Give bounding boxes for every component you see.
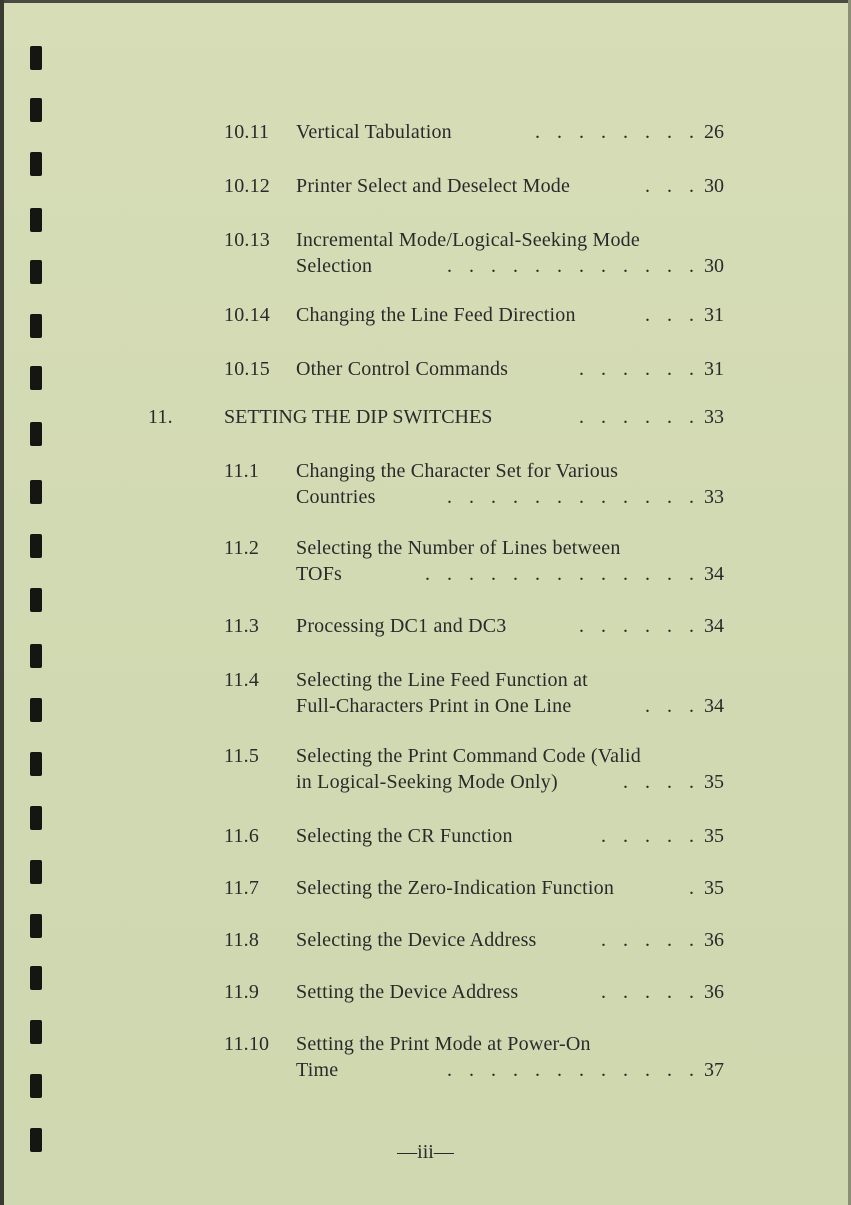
- toc-entry-title: SETTING THE DIP SWITCHES: [224, 406, 493, 428]
- toc-page-number: 37: [704, 1059, 724, 1081]
- toc-leader-dots: . . .: [645, 304, 700, 326]
- toc-section-number: 11.7: [224, 877, 260, 899]
- toc-entry-title: Processing DC1 and DC3: [296, 615, 507, 637]
- toc-entry-title: Selecting the Device Address: [296, 929, 537, 951]
- toc-entry-title: Selection: [296, 255, 373, 277]
- toc-leader-dots: .: [689, 877, 700, 899]
- toc-section-number: 10.13: [224, 229, 270, 251]
- toc-page-number: 31: [704, 304, 724, 326]
- binding-hole: [30, 152, 42, 176]
- toc-entry-title: Printer Select and Deselect Mode: [296, 175, 571, 197]
- binding-hole: [30, 422, 42, 446]
- toc-section-number: 11.6: [224, 825, 260, 847]
- toc-leader-dots: . . . . . . . . . . . .: [447, 1059, 700, 1081]
- toc-leader-dots: . . . . . . . . . . . .: [447, 255, 700, 277]
- toc-section-number: 11.9: [224, 981, 260, 1003]
- toc-leader-dots: . . . . . . . .: [535, 121, 700, 143]
- toc-entry-title: Full-Characters Print in One Line: [296, 695, 572, 717]
- binding-hole: [30, 480, 42, 504]
- toc-leader-dots: . . .: [645, 695, 700, 717]
- toc-leader-dots: . . . . . .: [579, 406, 700, 428]
- toc-leader-dots: . . . . .: [601, 929, 700, 951]
- binding-hole: [30, 98, 42, 122]
- toc-leader-dots: . . . .: [623, 771, 700, 793]
- toc-section-number: 11.4: [224, 669, 260, 691]
- toc-page-number: 30: [704, 255, 724, 277]
- toc-section-number: 11.2: [224, 537, 260, 559]
- toc-entry-title: Selecting the Line Feed Function at: [296, 669, 588, 691]
- toc-leader-dots: . . . . . . . . . . . .: [447, 486, 700, 508]
- toc-entry-title: Setting the Device Address: [296, 981, 519, 1003]
- binding-hole: [30, 366, 42, 390]
- toc-page-number: 33: [704, 486, 724, 508]
- toc-entry-title: Selecting the Number of Lines between: [296, 537, 621, 559]
- toc-leader-dots: . . . . .: [601, 981, 700, 1003]
- toc-entry-title: Setting the Print Mode at Power-On: [296, 1033, 591, 1055]
- toc-page-number: 36: [704, 929, 724, 951]
- toc-entry-title: Changing the Line Feed Direction: [296, 304, 576, 326]
- toc-page-number: 30: [704, 175, 724, 197]
- binding-hole: [30, 644, 42, 668]
- page-edge-left: [0, 0, 4, 1205]
- binding-hole: [30, 1074, 42, 1098]
- toc-page-number: 34: [704, 615, 724, 637]
- toc-page-number: 35: [704, 825, 724, 847]
- binding-hole: [30, 860, 42, 884]
- binding-hole: [30, 46, 42, 70]
- toc-leader-dots: . . . . . .: [579, 615, 700, 637]
- toc-page-number: 33: [704, 406, 724, 428]
- binding-hole: [30, 260, 42, 284]
- toc-entry-title: in Logical-Seeking Mode Only): [296, 771, 558, 793]
- toc-section-number: 10.14: [224, 304, 270, 326]
- toc-entry-title: Vertical Tabulation: [296, 121, 452, 143]
- toc-page-number: 34: [704, 563, 724, 585]
- toc-entry-title: Incremental Mode/Logical-Seeking Mode: [296, 229, 640, 251]
- toc-entry-title: Changing the Character Set for Various: [296, 460, 619, 482]
- toc-leader-dots: . . .: [645, 175, 700, 197]
- binding-hole: [30, 588, 42, 612]
- toc-page-number: 35: [704, 771, 724, 793]
- toc-leader-dots: . . . . . . . . . . . . .: [425, 563, 700, 585]
- toc-section-number: 11.1: [224, 460, 260, 482]
- toc-section-number: 11.3: [224, 615, 260, 637]
- toc-entry-title: Selecting the CR Function: [296, 825, 513, 847]
- binding-hole: [30, 698, 42, 722]
- toc-page-number: 34: [704, 695, 724, 717]
- toc-entry-title: Countries: [296, 486, 376, 508]
- binding-hole: [30, 208, 42, 232]
- binding-hole: [30, 314, 42, 338]
- toc-page-number: 36: [704, 981, 724, 1003]
- binding-hole: [30, 806, 42, 830]
- toc-section-number: 11.10: [224, 1033, 270, 1055]
- binding-hole: [30, 752, 42, 776]
- toc-section-number: 11.: [148, 406, 173, 428]
- toc-section-number: 11.8: [224, 929, 260, 951]
- toc-page-number: 26: [704, 121, 724, 143]
- toc-entry-title: Selecting the Print Command Code (Valid: [296, 745, 641, 767]
- binding-hole: [30, 1020, 42, 1044]
- page-edge-top: [0, 0, 851, 3]
- toc-leader-dots: . . . . .: [601, 825, 700, 847]
- toc-section-number: 10.11: [224, 121, 270, 143]
- page-number-footer: —iii—: [397, 1141, 454, 1163]
- binding-hole: [30, 914, 42, 938]
- binding-hole: [30, 534, 42, 558]
- toc-page-number: 31: [704, 358, 724, 380]
- toc-section-number: 10.15: [224, 358, 270, 380]
- toc-entry-title: Other Control Commands: [296, 358, 509, 380]
- toc-leader-dots: . . . . . .: [579, 358, 700, 380]
- toc-page-number: 35: [704, 877, 724, 899]
- toc-entry-title: TOFs: [296, 563, 343, 585]
- toc-section-number: 10.12: [224, 175, 270, 197]
- toc-entry-title: Selecting the Zero-Indication Function: [296, 877, 615, 899]
- binding-hole: [30, 966, 42, 990]
- toc-section-number: 11.5: [224, 745, 260, 767]
- toc-entry-title: Time: [296, 1059, 339, 1081]
